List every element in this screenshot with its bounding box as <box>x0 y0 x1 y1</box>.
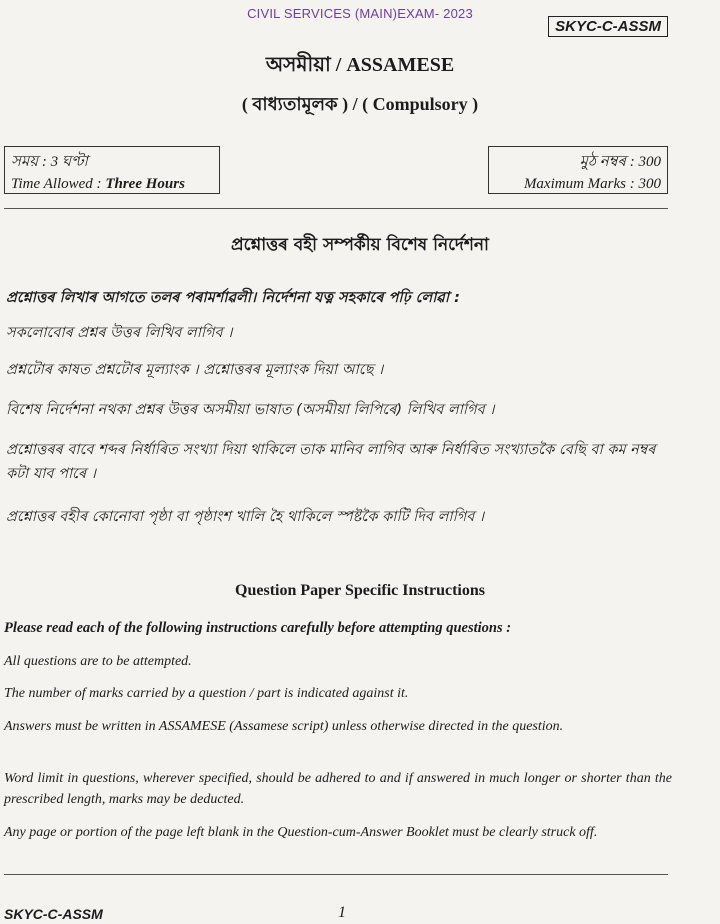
exam-header: CIVIL SERVICES (MAIN)EXAM- 2023 <box>247 6 473 21</box>
english-instruction-item: Word limit in questions, wherever specified, should be adhered to and if answered in much longer or shorter than the prescribed length, marks may be deducted. <box>4 771 672 807</box>
assamese-instruction-item: প্ৰশ্নোত্তৰৰ বাবে শব্দৰ নিৰ্ধাৰিত সংখ্যা দিয়া থাকিলে তাক মানিব লাগিব আৰু নিৰ্ধাৰিত সংখ্যাতকৈ বেছি বা কম নম্বৰ কটা যাব পাৰে । <box>6 442 656 482</box>
page-number: 1 <box>338 904 346 921</box>
english-instructions-heading: Question Paper Specific Instructions <box>235 582 485 599</box>
english-instruction-item: All questions are to be attempted. <box>4 654 192 669</box>
footer-paper-code: SKYC-C-ASSM <box>4 906 103 922</box>
time-allowed-label: Time Allowed : <box>11 176 106 192</box>
english-instruction-item: The number of marks carried by a question / part is indicated against it. <box>4 686 409 701</box>
footer-divider <box>4 874 668 875</box>
assamese-instruction-item: বিশেষ নিৰ্দেশনা নথকা প্ৰশ্নৰ উত্তৰ অসমীয়া ভাষাত (অসমীয়া লিপিৰে) লিখিব লাগিব । <box>6 402 495 418</box>
paper-title: অসমীয়া / ASSAMESE <box>265 54 455 76</box>
time-allowed-english <box>11 173 213 195</box>
maximum-marks-english: Maximum Marks : 300 <box>523 176 661 192</box>
maximum-marks-box <box>488 146 668 194</box>
paper-code-box: SKYC-C-ASSM <box>548 16 668 37</box>
english-instruction-item: Any page or portion of the page left blank in the Question-cum-Answer Booklet must be clearly struck off. <box>4 825 598 840</box>
assamese-instruction-item: সকলোবোৰ প্ৰশ্নৰ উত্তৰ লিখিব লাগিব । <box>6 325 233 341</box>
english-instructions-lead: Please read each of the following instructions carefully before attempting questions : <box>4 620 512 636</box>
assamese-instructions-heading: প্ৰশ্নোত্তৰ বহী সম্পৰ্কীয় বিশেষ নিৰ্দেশনা <box>230 235 489 255</box>
assamese-instruction-item: প্ৰশ্নোত্তৰ বহীৰ কোনোবা পৃষ্ঠা বা পৃষ্ঠাংশ খালি হৈ থাকিলে স্পষ্টকৈ কাটি দিব লাগিব । <box>6 509 485 525</box>
time-allowed-value: Three Hours <box>105 176 185 192</box>
paper-subtitle: ( বাধ্যতামূলক ) / ( Compulsory ) <box>241 94 479 114</box>
divider <box>4 208 668 209</box>
maximum-marks-assamese: মুঠ নম্বৰ : 300 <box>579 154 661 170</box>
time-allowed-assamese: সময় : 3 ঘণ্টা <box>11 154 88 170</box>
assamese-instruction-item: প্ৰশ্নটোৰ কাষত প্ৰশ্নটোৰ মূল্যাংক । প্ৰশ্নোত্তৰৰ মূল্যাংক দিয়া আছে । <box>6 362 384 378</box>
english-instruction-item: Answers must be written in ASSAMESE (Assamese script) unless otherwise directed in the question. <box>4 719 564 734</box>
time-allowed-box <box>4 146 220 194</box>
assamese-instructions-lead: প্ৰশ্নোত্তৰ লিখাৰ আগতে তলৰ পৰামৰ্শাৱলী। নিৰ্দেশনা যত্ন সহকাৰে পঢ়ি লোৱা : <box>6 290 460 306</box>
